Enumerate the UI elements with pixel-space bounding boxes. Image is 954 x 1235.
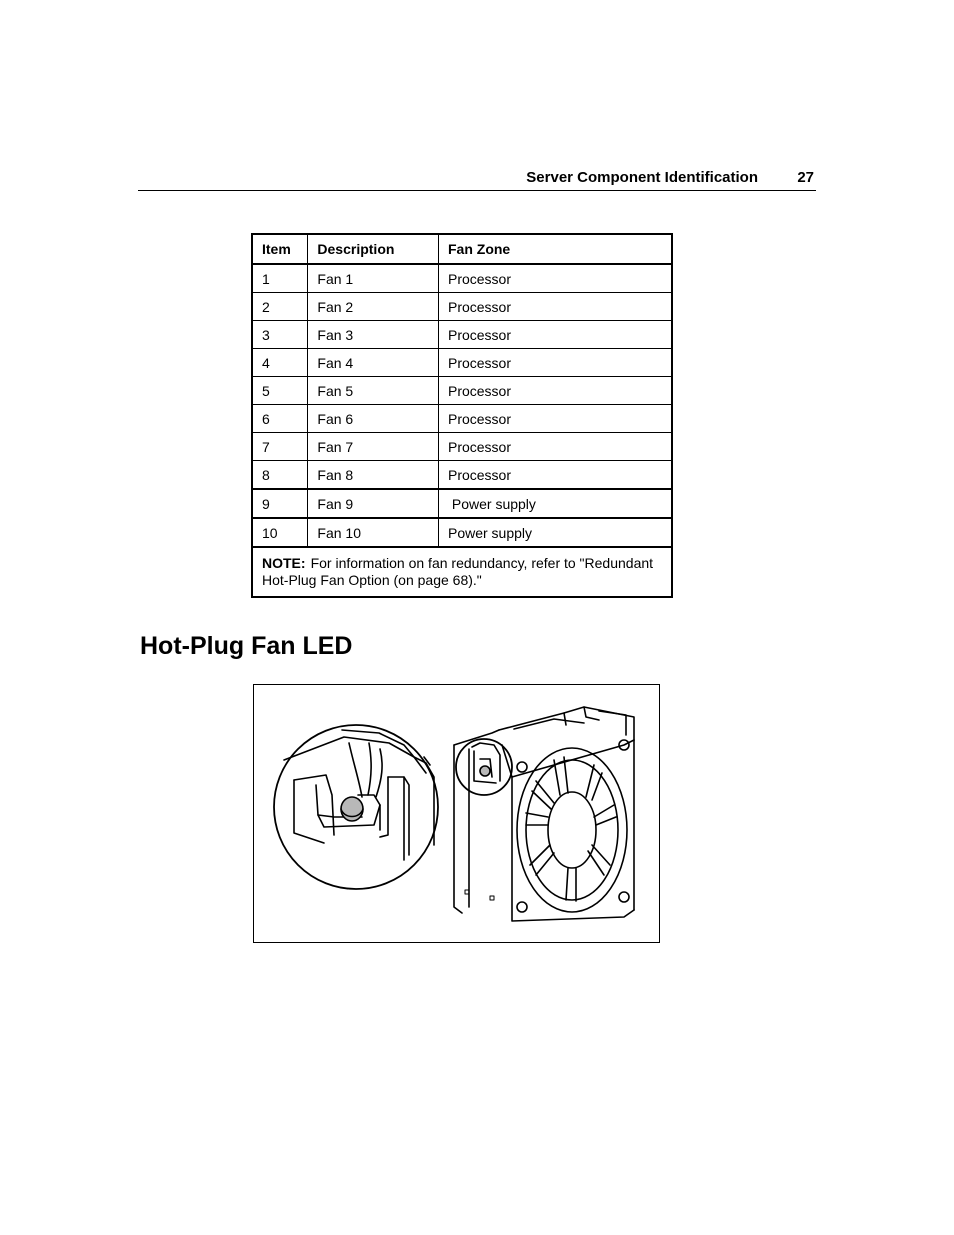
column-header-item: Item	[252, 234, 308, 264]
page-number: 27	[797, 169, 814, 186]
cell-description: Fan 5	[308, 377, 439, 405]
hot-plug-fan-illustration	[253, 684, 660, 943]
cell-fan-zone: Power supply	[438, 518, 672, 547]
table-row	[252, 264, 672, 293]
running-header-title: Server Component Identification	[526, 169, 758, 186]
table-row	[252, 405, 672, 433]
cell-fan-zone: Processor	[438, 461, 672, 490]
cell-description: Fan 10	[308, 518, 439, 547]
table-note	[252, 547, 672, 597]
cell-item: 10	[252, 518, 308, 547]
column-header-fan-zone: Fan Zone	[438, 234, 672, 264]
cell-item: 5	[252, 377, 308, 405]
table-header-row	[252, 234, 672, 264]
cell-item: 6	[252, 405, 308, 433]
cell-item: 1	[252, 264, 308, 293]
page-header	[138, 166, 816, 191]
cell-item: 9	[252, 489, 308, 518]
column-header-description: Description	[308, 234, 439, 264]
cell-item: 2	[252, 293, 308, 321]
cell-fan-zone: Processor	[438, 349, 672, 377]
led-indicator	[480, 766, 490, 776]
cell-description: Fan 4	[308, 349, 439, 377]
fan-outer-ring	[517, 748, 627, 912]
cell-description: Fan 9	[308, 489, 439, 518]
cell-description: Fan 3	[308, 321, 439, 349]
led-indicator-magnified	[341, 797, 363, 821]
note-label: NOTE:	[262, 555, 306, 571]
table-row	[252, 489, 672, 518]
cell-fan-zone: Processor	[438, 264, 672, 293]
table-row	[252, 321, 672, 349]
cell-item: 4	[252, 349, 308, 377]
table-row	[252, 433, 672, 461]
cell-item: 8	[252, 461, 308, 490]
fan-zone-table	[251, 233, 673, 598]
cell-description: Fan 6	[308, 405, 439, 433]
cell-fan-zone: Processor	[438, 405, 672, 433]
cell-description: Fan 7	[308, 433, 439, 461]
fan-line-drawing	[254, 685, 661, 944]
cell-fan-zone: Processor	[438, 321, 672, 349]
note-text: For information on fan redundancy, refer to "Redundant Hot-Plug Fan Option (on page 68)."	[262, 555, 654, 588]
cell-fan-zone: Processor	[438, 433, 672, 461]
table-row	[252, 293, 672, 321]
cell-description: Fan 1	[308, 264, 439, 293]
table-row	[252, 461, 672, 490]
cell-fan-zone: Processor	[438, 377, 672, 405]
cell-description: Fan 8	[308, 461, 439, 490]
fan-hub	[548, 792, 596, 868]
table-row	[252, 377, 672, 405]
cell-item: 3	[252, 321, 308, 349]
table-row	[252, 349, 672, 377]
cell-fan-zone: Processor	[438, 293, 672, 321]
section-heading: Hot-Plug Fan LED	[140, 632, 353, 660]
table-note-row	[252, 547, 672, 597]
cell-description: Fan 2	[308, 293, 439, 321]
cell-fan-zone: Power supply	[438, 489, 672, 518]
cell-item: 7	[252, 433, 308, 461]
table-row	[252, 518, 672, 547]
